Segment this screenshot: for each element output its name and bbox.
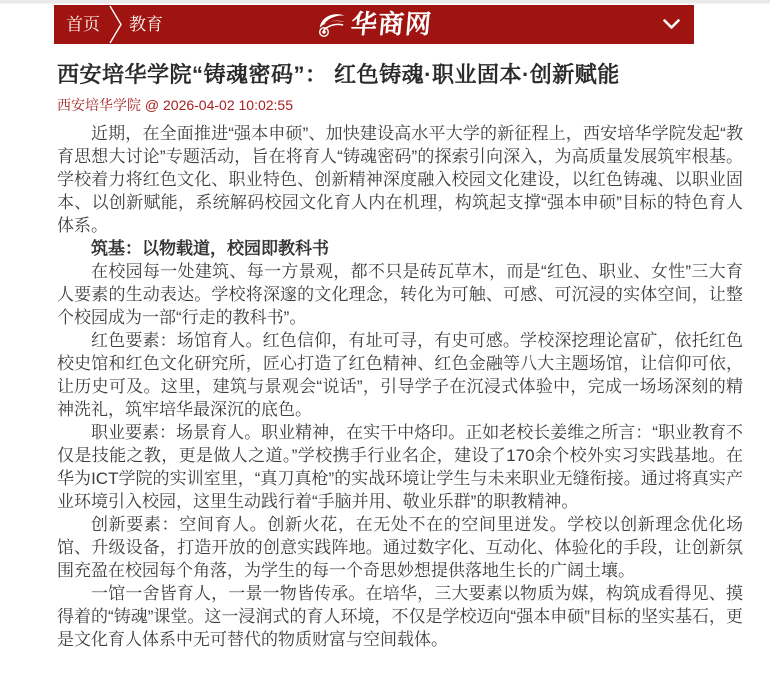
article-paragraph: 一馆一舍皆育人，一景一物皆传承。在培华，三大要素以物质为媒，构筑成看得见、摸得着的“铸魂”课堂。这一浸润式的育人环境，不仅是学校迈向“强本申硕”目标的坚实基石，更是文化育人体系中无可替代的物质财富与空间载体。 <box>57 584 743 649</box>
article-paragraph: 创新要素：空间育人。创新火花，在无处不在的空间里迸发。学校以创新理念优化场馆、升级设备，打造开放的创意实践阵地。通过数字化、互动化、体验化的手段，让创新氛围充盈在校园每个角落，为学生的每一个奇思妙想提供落地生长的广阔土壤。 <box>57 515 743 580</box>
site-logo[interactable] <box>316 5 432 44</box>
section-heading: 筑基：以物载道，校园即教科书 <box>91 239 329 258</box>
article-title: 西安培华学院“铸魂密码”： 红色铸魂·职业固本·创新赋能 <box>57 62 620 87</box>
article-container <box>57 60 743 651</box>
article-paragraph: 在校园每一处建筑、每一方景观，都不只是砖瓦草木，而是“红色、职业、女性”三大育人要素的生动表达。学校将深邃的文化理念，转化为可触、可感、可沉浸的实体空间，让整个校园成为一部“行走的教科书”。 <box>57 262 743 327</box>
huashang-swoosh-icon <box>316 11 346 39</box>
site-logo-text: 华商网 <box>349 9 434 39</box>
breadcrumb-separator-icon <box>108 5 123 44</box>
breadcrumb-home[interactable]: 首页 <box>66 15 100 34</box>
article-paragraph: 近期，在全面推进“强本申硕”、加快建设高水平大学的新征程上，西安培华学院发起“教育思想大讨论”专题活动，旨在将育人“铸魂密码”的探索引向深入，为高质量发展筑牢根基。学校着力将红色文化、职业特色、创新精神深度融入校园文化建设，以红色铸魂、以职业固本、以创新赋能，系统解码校园文化育人内在机理，构筑起支撑“强本申硕”目标的特色育人体系。 <box>57 124 743 235</box>
collapse-header-button[interactable] <box>658 5 684 44</box>
article-body <box>57 122 743 651</box>
article-paragraph: 红色要素：场馆育人。红色信仰，有址可寻，有史可感。学校深挖理论富矿，依托红色校史馆和红色文化研究所，匠心打造了红色精神、红色金融等八大主题场馆，让信仰可依，让历史可及。这里，建筑与景观会“说话”，引导学子在沉浸式体验中，完成一场场深刻的精神洗礼，筑牢培华最深沉的底色。 <box>57 331 743 419</box>
article-paragraph: 职业要素：场景育人。职业精神，在实干中烙印。正如老校长姜维之所言：“职业教育不仅是技能之教，更是做人之道。”学校携手行业名企，建设了170余个校外实习实践基地。在华为ICT学院的实训室里，“真刀真枪”的实战环境让学生与未来职业无缝衔接。通过将真实产业环境引入校园，这里生动践行着“手脑并用、敬业乐群”的职教精神。 <box>57 423 743 511</box>
browser-top-strip <box>0 0 770 4</box>
article-byline: 西安培华学院 @ 2026-04-02 10:02:55 <box>57 97 293 113</box>
breadcrumb-education[interactable]: 教育 <box>129 15 163 34</box>
chevron-down-icon <box>663 19 680 30</box>
site-header <box>54 5 694 44</box>
